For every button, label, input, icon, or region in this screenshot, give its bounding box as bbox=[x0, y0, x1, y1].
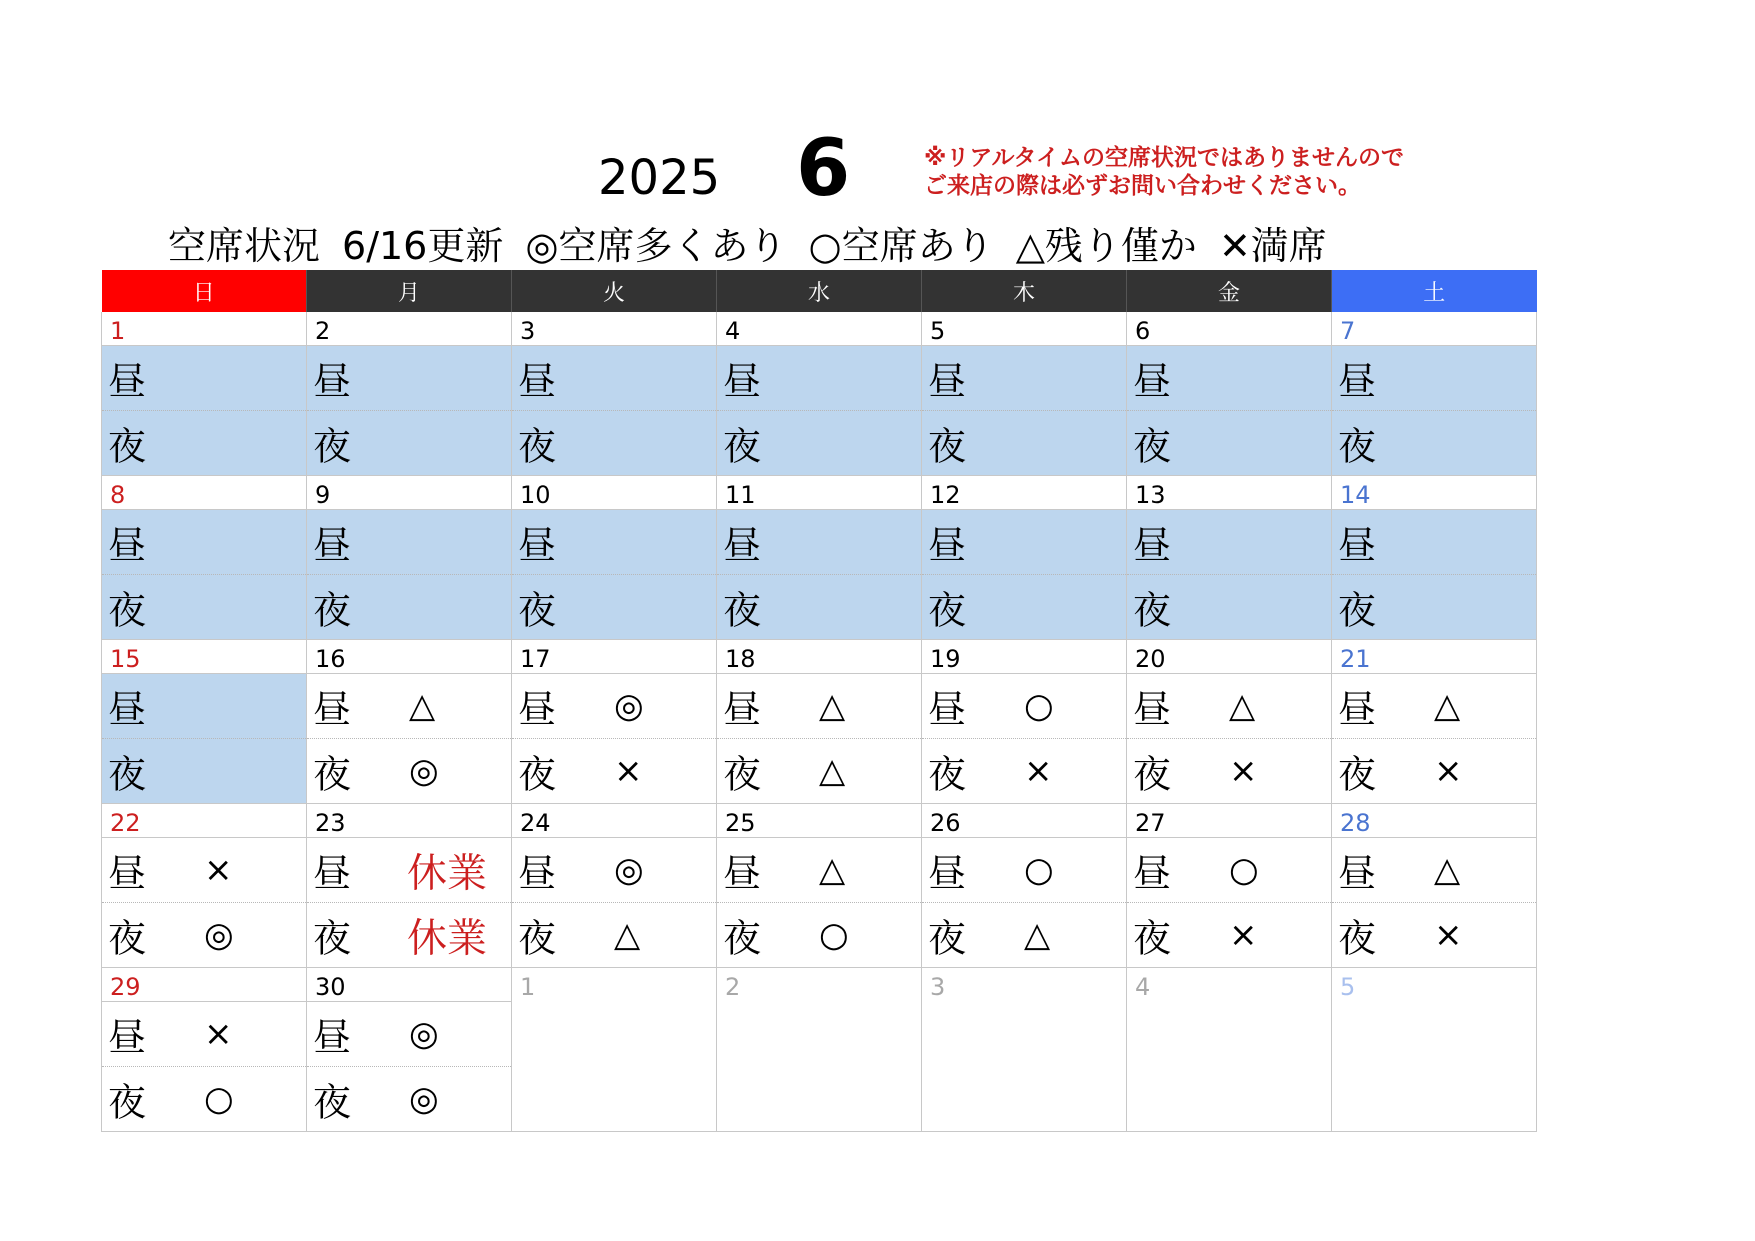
day-cell bbox=[307, 312, 512, 476]
day-number: 16 bbox=[307, 640, 511, 674]
lunch-label: 昼 bbox=[723, 523, 762, 568]
day-cell bbox=[1127, 476, 1332, 640]
day-number: 2 bbox=[717, 968, 921, 1002]
lunch-status: ○ bbox=[1024, 850, 1054, 890]
day-content bbox=[1332, 640, 1536, 803]
day-number: 7 bbox=[1332, 312, 1536, 346]
lunch-label: 昼 bbox=[928, 359, 967, 404]
day-content bbox=[102, 476, 306, 639]
calendar-week bbox=[102, 640, 1537, 804]
dinner-status: △ bbox=[614, 915, 641, 955]
day-number: 10 bbox=[512, 476, 716, 510]
day-content bbox=[1332, 804, 1536, 967]
lunch-label: 昼 bbox=[723, 851, 762, 896]
dinner-label: 夜 bbox=[1338, 752, 1377, 797]
day-cell bbox=[717, 640, 922, 804]
day-cell bbox=[512, 476, 717, 640]
lunch-label: 昼 bbox=[313, 687, 352, 732]
day-content bbox=[1127, 312, 1331, 475]
lunch-slot bbox=[1332, 674, 1536, 739]
calendar bbox=[101, 270, 1537, 1132]
day-cell bbox=[102, 312, 307, 476]
day-number: 14 bbox=[1332, 476, 1536, 510]
notice-line-1: ※リアルタイムの空席状況ではありませんので bbox=[924, 145, 1405, 171]
dinner-label: 夜 bbox=[1133, 752, 1172, 797]
dinner-status: × bbox=[1434, 751, 1463, 791]
lunch-slot bbox=[717, 674, 921, 739]
day-cell bbox=[512, 968, 717, 1132]
lunch-slot bbox=[717, 510, 921, 575]
dinner-slot bbox=[1127, 575, 1331, 639]
dinner-label: 夜 bbox=[108, 424, 147, 469]
dinner-status: × bbox=[1229, 915, 1258, 955]
lunch-label: 昼 bbox=[108, 851, 147, 896]
dinner-slot bbox=[1127, 739, 1331, 803]
dinner-label: 夜 bbox=[1338, 916, 1377, 961]
dinner-slot bbox=[307, 1067, 511, 1131]
dinner-slot bbox=[307, 903, 511, 967]
day-cell bbox=[307, 968, 512, 1132]
day-number: 17 bbox=[512, 640, 716, 674]
day-number: 2 bbox=[307, 312, 511, 346]
lunch-label: 昼 bbox=[108, 687, 147, 732]
dinner-label: 夜 bbox=[313, 588, 352, 633]
day-number: 29 bbox=[102, 968, 306, 1002]
day-cell bbox=[717, 312, 922, 476]
dinner-slot bbox=[1127, 903, 1331, 967]
day-cell bbox=[307, 476, 512, 640]
lunch-label: 昼 bbox=[313, 1015, 352, 1060]
legend-few: △残り僅か bbox=[1015, 224, 1197, 268]
lunch-slot bbox=[102, 1002, 306, 1067]
dinner-label: 夜 bbox=[1338, 588, 1377, 633]
dinner-status: △ bbox=[1024, 915, 1051, 955]
day-content bbox=[102, 968, 306, 1131]
day-cell bbox=[1127, 312, 1332, 476]
dinner-slot bbox=[512, 739, 716, 803]
lunch-label: 昼 bbox=[1338, 851, 1377, 896]
dinner-label: 夜 bbox=[108, 1080, 147, 1125]
lunch-status: ○ bbox=[1024, 686, 1054, 726]
dinner-slot bbox=[102, 739, 306, 803]
lunch-label: 昼 bbox=[108, 523, 147, 568]
dinner-label: 夜 bbox=[313, 752, 352, 797]
day-number: 4 bbox=[1127, 968, 1331, 1002]
lunch-slot bbox=[512, 838, 716, 903]
day-cell bbox=[922, 640, 1127, 804]
dinner-label: 夜 bbox=[1338, 424, 1377, 469]
day-number: 6 bbox=[1127, 312, 1331, 346]
day-number: 4 bbox=[717, 312, 921, 346]
dinner-label: 夜 bbox=[518, 424, 557, 469]
day-number: 27 bbox=[1127, 804, 1331, 838]
dinner-label: 夜 bbox=[313, 424, 352, 469]
day-number: 1 bbox=[512, 968, 716, 1002]
lunch-slot bbox=[1332, 838, 1536, 903]
dinner-slot bbox=[512, 575, 716, 639]
dinner-status: ◎ bbox=[409, 751, 439, 791]
day-number: 24 bbox=[512, 804, 716, 838]
calendar-week bbox=[102, 804, 1537, 968]
day-cell bbox=[1332, 804, 1537, 968]
dinner-status: ○ bbox=[819, 915, 849, 955]
day-cell bbox=[922, 968, 1127, 1132]
day-number: 18 bbox=[717, 640, 921, 674]
dinner-status: ○ bbox=[204, 1079, 234, 1119]
lunch-label: 昼 bbox=[1133, 687, 1172, 732]
day-cell bbox=[717, 476, 922, 640]
day-number: 8 bbox=[102, 476, 306, 510]
lunch-status: 休業 bbox=[407, 850, 487, 897]
lunch-label: 昼 bbox=[1133, 359, 1172, 404]
calendar-week bbox=[102, 312, 1537, 476]
day-content bbox=[922, 312, 1126, 475]
lunch-status: ○ bbox=[1229, 850, 1259, 890]
dinner-slot bbox=[512, 903, 716, 967]
notice-line-2: ご来店の際は必ずお問い合わせください。 bbox=[924, 173, 1361, 199]
dinner-slot bbox=[102, 903, 306, 967]
lunch-slot bbox=[307, 674, 511, 739]
dinner-slot bbox=[1127, 411, 1331, 475]
dinner-status: ◎ bbox=[204, 915, 234, 955]
day-number: 13 bbox=[1127, 476, 1331, 510]
lunch-slot bbox=[1332, 510, 1536, 575]
calendar-week bbox=[102, 968, 1537, 1132]
notice bbox=[924, 144, 1404, 200]
day-cell bbox=[512, 312, 717, 476]
dinner-slot bbox=[307, 739, 511, 803]
day-content bbox=[1332, 476, 1536, 639]
dinner-label: 夜 bbox=[518, 752, 557, 797]
day-content bbox=[102, 312, 306, 475]
dinner-slot bbox=[1332, 739, 1536, 803]
dinner-slot bbox=[512, 411, 716, 475]
day-number: 25 bbox=[717, 804, 921, 838]
day-content bbox=[1127, 968, 1331, 1131]
dinner-slot bbox=[717, 575, 921, 639]
day-content bbox=[512, 476, 716, 639]
lunch-status: △ bbox=[409, 686, 436, 726]
day-cell bbox=[922, 312, 1127, 476]
day-content bbox=[922, 476, 1126, 639]
lunch-status: △ bbox=[819, 686, 846, 726]
lunch-label: 昼 bbox=[108, 1015, 147, 1060]
weekday-thu: 木 bbox=[922, 270, 1127, 312]
day-cell bbox=[512, 804, 717, 968]
lunch-slot bbox=[307, 510, 511, 575]
legend-many: ◎空席多くあり bbox=[525, 224, 787, 268]
day-cell bbox=[717, 804, 922, 968]
dinner-slot bbox=[1332, 903, 1536, 967]
dinner-status: 休業 bbox=[407, 915, 487, 962]
day-content bbox=[922, 640, 1126, 803]
lunch-status: △ bbox=[1434, 850, 1461, 890]
lunch-label: 昼 bbox=[108, 359, 147, 404]
day-cell bbox=[1127, 804, 1332, 968]
lunch-label: 昼 bbox=[518, 359, 557, 404]
dinner-slot bbox=[307, 575, 511, 639]
dinner-slot bbox=[102, 575, 306, 639]
dinner-label: 夜 bbox=[1133, 424, 1172, 469]
day-content bbox=[922, 804, 1126, 967]
lunch-slot bbox=[1127, 838, 1331, 903]
lunch-label: 昼 bbox=[1338, 359, 1377, 404]
lunch-status: × bbox=[204, 1014, 233, 1054]
dinner-label: 夜 bbox=[518, 916, 557, 961]
dinner-label: 夜 bbox=[108, 916, 147, 961]
lunch-label: 昼 bbox=[928, 687, 967, 732]
dinner-slot bbox=[922, 575, 1126, 639]
day-number: 5 bbox=[922, 312, 1126, 346]
dinner-label: 夜 bbox=[723, 588, 762, 633]
day-content bbox=[307, 640, 511, 803]
lunch-slot bbox=[717, 346, 921, 411]
dinner-label: 夜 bbox=[928, 752, 967, 797]
dinner-label: 夜 bbox=[313, 916, 352, 961]
day-number: 3 bbox=[512, 312, 716, 346]
calendar-body bbox=[102, 312, 1537, 1132]
calendar-week bbox=[102, 476, 1537, 640]
weekday-wed: 水 bbox=[717, 270, 922, 312]
dinner-status: ◎ bbox=[409, 1079, 439, 1119]
day-cell bbox=[102, 640, 307, 804]
lunch-slot bbox=[1127, 346, 1331, 411]
lunch-label: 昼 bbox=[313, 523, 352, 568]
day-number: 28 bbox=[1332, 804, 1536, 838]
day-cell bbox=[1127, 640, 1332, 804]
lunch-slot bbox=[307, 346, 511, 411]
dinner-slot bbox=[102, 411, 306, 475]
lunch-slot bbox=[1332, 346, 1536, 411]
lunch-slot bbox=[102, 346, 306, 411]
day-cell bbox=[717, 968, 922, 1132]
lunch-label: 昼 bbox=[518, 687, 557, 732]
day-content bbox=[102, 804, 306, 967]
lunch-slot bbox=[102, 838, 306, 903]
lunch-label: 昼 bbox=[1133, 851, 1172, 896]
weekday-sun: 日 bbox=[102, 270, 307, 312]
lunch-label: 昼 bbox=[313, 359, 352, 404]
dinner-status: × bbox=[1229, 751, 1258, 791]
weekday-sat: 土 bbox=[1332, 270, 1537, 312]
legend-title: 空席状況 bbox=[168, 224, 321, 268]
day-content bbox=[717, 640, 921, 803]
day-content bbox=[307, 968, 511, 1131]
lunch-slot bbox=[717, 838, 921, 903]
lunch-label: 昼 bbox=[723, 687, 762, 732]
lunch-slot bbox=[922, 838, 1126, 903]
day-content bbox=[512, 312, 716, 475]
weekday-tue: 火 bbox=[512, 270, 717, 312]
day-content bbox=[922, 968, 1126, 1131]
lunch-slot bbox=[307, 1002, 511, 1067]
day-content bbox=[1127, 476, 1331, 639]
day-number: 9 bbox=[307, 476, 511, 510]
lunch-label: 昼 bbox=[723, 359, 762, 404]
dinner-label: 夜 bbox=[723, 752, 762, 797]
weekday-fri: 金 bbox=[1127, 270, 1332, 312]
weekday-header bbox=[102, 270, 1537, 312]
lunch-slot bbox=[102, 674, 306, 739]
legend-updated: 6/16更新 bbox=[342, 224, 504, 268]
dinner-label: 夜 bbox=[723, 424, 762, 469]
day-number: 1 bbox=[102, 312, 306, 346]
dinner-label: 夜 bbox=[108, 752, 147, 797]
legend bbox=[168, 220, 1349, 272]
day-cell bbox=[1332, 968, 1537, 1132]
day-cell bbox=[922, 804, 1127, 968]
day-content bbox=[307, 312, 511, 475]
month: 6 bbox=[796, 124, 851, 214]
dinner-slot bbox=[922, 739, 1126, 803]
lunch-slot bbox=[307, 838, 511, 903]
lunch-status: ◎ bbox=[409, 1014, 439, 1054]
lunch-status: ◎ bbox=[614, 850, 644, 890]
day-number: 30 bbox=[307, 968, 511, 1002]
dinner-status: × bbox=[1434, 915, 1463, 955]
dinner-status: × bbox=[1024, 751, 1053, 791]
lunch-slot bbox=[1127, 510, 1331, 575]
day-content bbox=[512, 804, 716, 967]
lunch-label: 昼 bbox=[928, 523, 967, 568]
day-content bbox=[512, 968, 716, 1131]
day-number: 21 bbox=[1332, 640, 1536, 674]
day-content bbox=[1332, 968, 1536, 1131]
dinner-status: × bbox=[614, 751, 643, 791]
lunch-status: △ bbox=[1229, 686, 1256, 726]
day-number: 20 bbox=[1127, 640, 1331, 674]
year: 2025 bbox=[598, 150, 721, 206]
lunch-label: 昼 bbox=[1338, 523, 1377, 568]
dinner-label: 夜 bbox=[1133, 588, 1172, 633]
dinner-label: 夜 bbox=[928, 588, 967, 633]
day-content bbox=[307, 804, 511, 967]
lunch-label: 昼 bbox=[928, 851, 967, 896]
dinner-slot bbox=[102, 1067, 306, 1131]
day-content bbox=[1332, 312, 1536, 475]
day-number: 26 bbox=[922, 804, 1126, 838]
weekday-mon: 月 bbox=[307, 270, 512, 312]
dinner-label: 夜 bbox=[928, 916, 967, 961]
day-content bbox=[1127, 804, 1331, 967]
day-cell bbox=[307, 804, 512, 968]
lunch-slot bbox=[1127, 674, 1331, 739]
day-number: 11 bbox=[717, 476, 921, 510]
lunch-slot bbox=[512, 674, 716, 739]
day-cell bbox=[102, 804, 307, 968]
legend-available: ○空席あり bbox=[808, 224, 994, 268]
day-content bbox=[512, 640, 716, 803]
day-number: 3 bbox=[922, 968, 1126, 1002]
dinner-label: 夜 bbox=[108, 588, 147, 633]
day-number: 22 bbox=[102, 804, 306, 838]
dinner-slot bbox=[922, 411, 1126, 475]
day-number: 15 bbox=[102, 640, 306, 674]
lunch-slot bbox=[512, 346, 716, 411]
lunch-slot bbox=[922, 510, 1126, 575]
day-content bbox=[717, 312, 921, 475]
dinner-slot bbox=[922, 903, 1126, 967]
day-content bbox=[102, 640, 306, 803]
dinner-slot bbox=[717, 903, 921, 967]
day-cell bbox=[1127, 968, 1332, 1132]
dinner-slot bbox=[1332, 411, 1536, 475]
day-number: 19 bbox=[922, 640, 1126, 674]
lunch-slot bbox=[922, 674, 1126, 739]
dinner-label: 夜 bbox=[928, 424, 967, 469]
lunch-label: 昼 bbox=[1338, 687, 1377, 732]
legend-full: ✕満席 bbox=[1218, 224, 1327, 268]
day-content bbox=[307, 476, 511, 639]
day-cell bbox=[512, 640, 717, 804]
lunch-status: × bbox=[204, 850, 233, 890]
day-cell bbox=[1332, 640, 1537, 804]
day-content bbox=[717, 968, 921, 1131]
day-number: 5 bbox=[1332, 968, 1536, 1002]
lunch-label: 昼 bbox=[518, 523, 557, 568]
day-cell bbox=[102, 968, 307, 1132]
dinner-slot bbox=[717, 739, 921, 803]
lunch-label: 昼 bbox=[1133, 523, 1172, 568]
lunch-slot bbox=[922, 346, 1126, 411]
lunch-slot bbox=[512, 510, 716, 575]
day-cell bbox=[1332, 312, 1537, 476]
lunch-status: △ bbox=[819, 850, 846, 890]
day-content bbox=[1127, 640, 1331, 803]
lunch-slot bbox=[102, 510, 306, 575]
day-number: 12 bbox=[922, 476, 1126, 510]
dinner-slot bbox=[717, 411, 921, 475]
dinner-label: 夜 bbox=[313, 1080, 352, 1125]
day-number: 23 bbox=[307, 804, 511, 838]
lunch-status: △ bbox=[1434, 686, 1461, 726]
lunch-label: 昼 bbox=[313, 851, 352, 896]
dinner-label: 夜 bbox=[518, 588, 557, 633]
day-cell bbox=[102, 476, 307, 640]
dinner-slot bbox=[1332, 575, 1536, 639]
day-cell bbox=[1332, 476, 1537, 640]
day-cell bbox=[922, 476, 1127, 640]
dinner-slot bbox=[307, 411, 511, 475]
dinner-label: 夜 bbox=[723, 916, 762, 961]
lunch-label: 昼 bbox=[518, 851, 557, 896]
day-content bbox=[717, 804, 921, 967]
day-cell bbox=[307, 640, 512, 804]
lunch-status: ◎ bbox=[614, 686, 644, 726]
dinner-label: 夜 bbox=[1133, 916, 1172, 961]
dinner-status: △ bbox=[819, 751, 846, 791]
day-content bbox=[717, 476, 921, 639]
